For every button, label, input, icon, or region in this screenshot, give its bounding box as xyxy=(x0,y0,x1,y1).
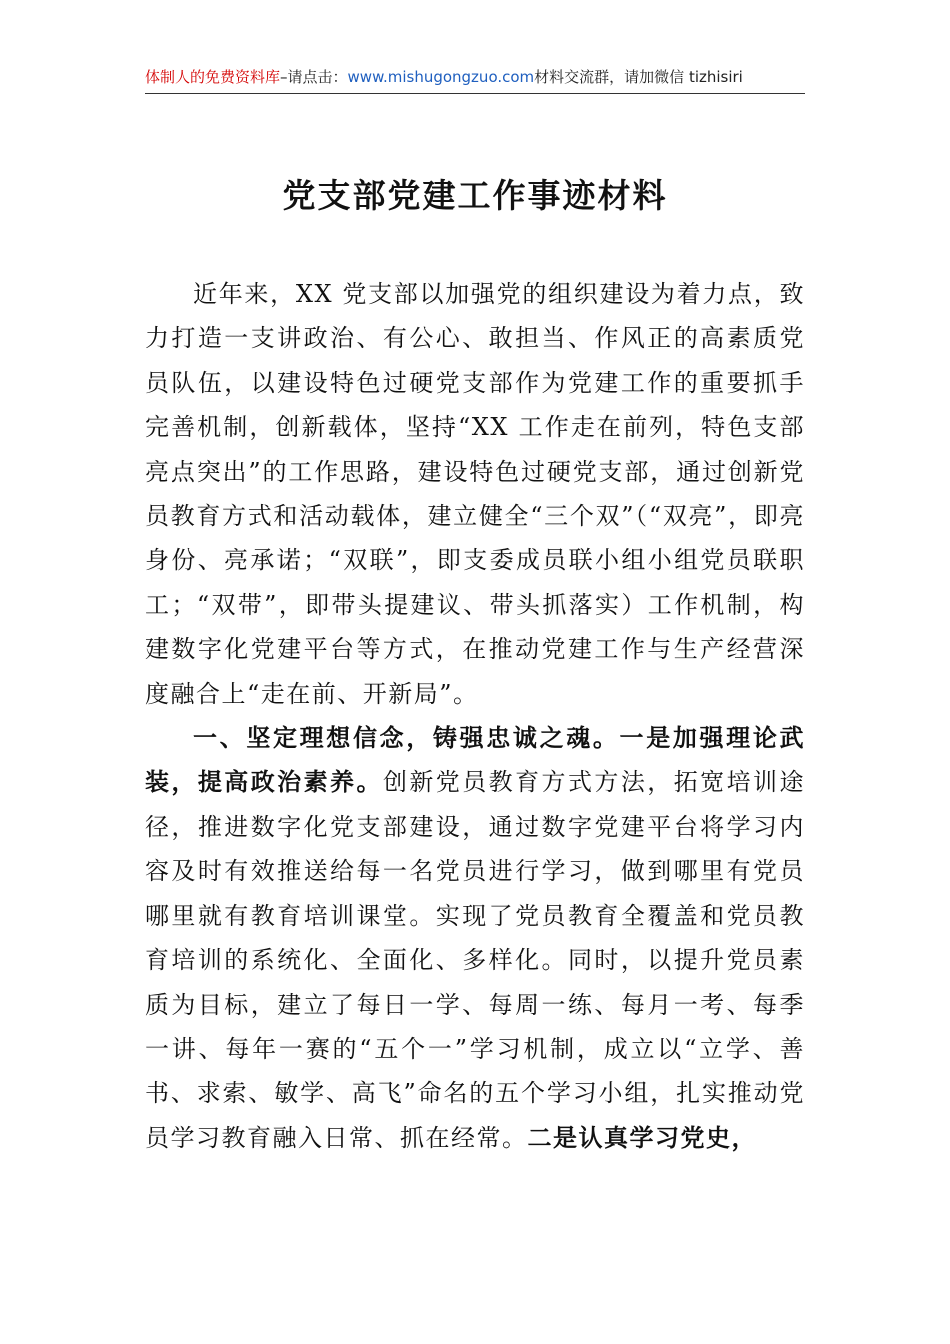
header-site-name: 体制人的免费资料库 xyxy=(145,68,281,86)
point-2-heading: 二是认真学习党史， xyxy=(527,1122,757,1152)
page-header xyxy=(145,66,805,88)
header-note: 材料交流群，请加微信 tizhisiri xyxy=(534,68,743,86)
header-divider xyxy=(145,93,805,94)
header-prompt: –请点击： xyxy=(280,68,348,86)
point-1-heading: 一是加强理论武装，提高政治素养。 xyxy=(145,723,806,797)
header-url-link[interactable]: www.mishugongzuo.com xyxy=(347,68,535,86)
section-1-paragraph xyxy=(145,716,805,1160)
document-title: 党支部党建工作事迹材料 xyxy=(282,176,668,215)
section-1-heading: 一、坚定理想信念，铸强忠诚之魂。 xyxy=(193,723,620,753)
document-body xyxy=(145,272,805,1160)
point-1-text: 创新党员教育方式方法，拓宽培训途径，推进数字化党支部建设，通过数字党建平台将学习内容及时有效推送给每一名党员进行学习，做到哪里有党员哪里就有教育培训课堂。实现了党员教育全覆盖和党员教育培训的系统化、全面化、多样化。同时，以提升党员素质为目标，建立了每日一学、每周一练、每月一考、每季一讲、每年一赛的“五个一”学习机制，成立以“立学、善书、求索、敏学、高飞”命名的五个学习小组，扎实推动党员学习教育融入日常、抓在经常。 xyxy=(145,768,805,1152)
intro-paragraph: 近年来，XX 党支部以加强党的组织建设为着力点，致力打造一支讲政治、有公心、敢担当、作风正的高素质党员队伍，以建设特色过硬党支部作为党建工作的重要抓手完善机制，创新载体，坚持“XX 工作走在前列，特色支部亮点突出”的工作思路，建设特色过硬党支部，通过创新党员教育方式和活动载体，建立健全“三个双”（“双亮”，即亮身份、亮承诺；“双联”，即支委成员联小组小组党员联职工；“双带”，即带头提建议、带头抓落实）工作机制，构建数字化党建平台等方式，在推动党建工作与生产经营深度融合上“走在前、开新局”。 xyxy=(145,280,805,708)
